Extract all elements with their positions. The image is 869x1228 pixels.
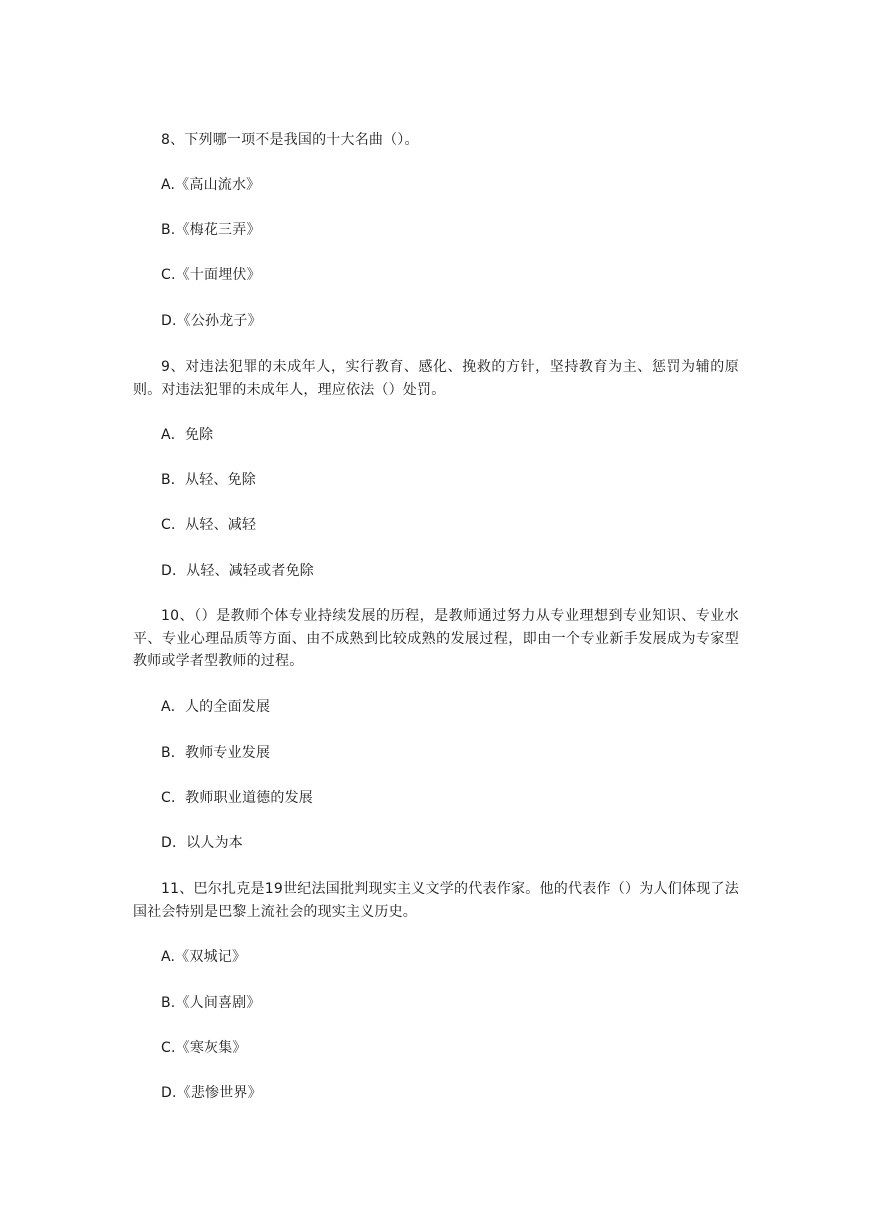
question-8 (133, 129, 739, 152)
option-c: C．从轻、减轻 (161, 517, 257, 533)
option-b: B.《人间喜剧》 (161, 995, 261, 1011)
option-a: A．免除 (161, 427, 214, 443)
option-d: D．以人为本 (161, 835, 243, 851)
option-b: B.《梅花三弄》 (161, 222, 261, 238)
question-10 (133, 605, 739, 673)
question-11 (133, 878, 739, 923)
option-c: C.《十面埋伏》 (161, 267, 261, 283)
option-d: D．从轻、减轻或者免除 (161, 563, 314, 579)
option-c: C.《寒灰集》 (161, 1040, 247, 1056)
option-d: D.《悲惨世界》 (161, 1085, 262, 1101)
option-a: A．人的全面发展 (161, 699, 271, 715)
option-a: A.《高山流水》 (161, 177, 261, 193)
question-9 (133, 356, 739, 401)
option-c: C．教师职业道德的发展 (161, 790, 313, 806)
question-stem: 8、下列哪一项不是我国的十大名曲（）。 (161, 132, 419, 148)
option-a: A.《双城记》 (161, 949, 247, 965)
question-stem: 10、（）是教师个体专业持续发展的历程，是教师通过努力从专业理想到专业知识、专业水平、专业心理品质等方面、由不成熟到比较成熟的发展过程，即由一个专业新手发展成为专家型教师或学者型教师的过程。 (133, 608, 739, 669)
question-stem: 11、巴尔扎克是19世纪法国批判现实主义文学的代表作家。他的代表作（）为人们体现了法国社会特别是巴黎上流社会的现实主义历史。 (133, 881, 739, 920)
option-b: B．从轻、免除 (161, 472, 257, 488)
option-b: B．教师专业发展 (161, 745, 271, 761)
option-d: D.《公孙龙子》 (161, 313, 262, 329)
question-stem: 9、对违法犯罪的未成年人，实行教育、感化、挽救的方针，坚持教育为主、惩罚为辅的原则。对违法犯罪的未成年人，理应依法（）处罚。 (133, 359, 739, 398)
